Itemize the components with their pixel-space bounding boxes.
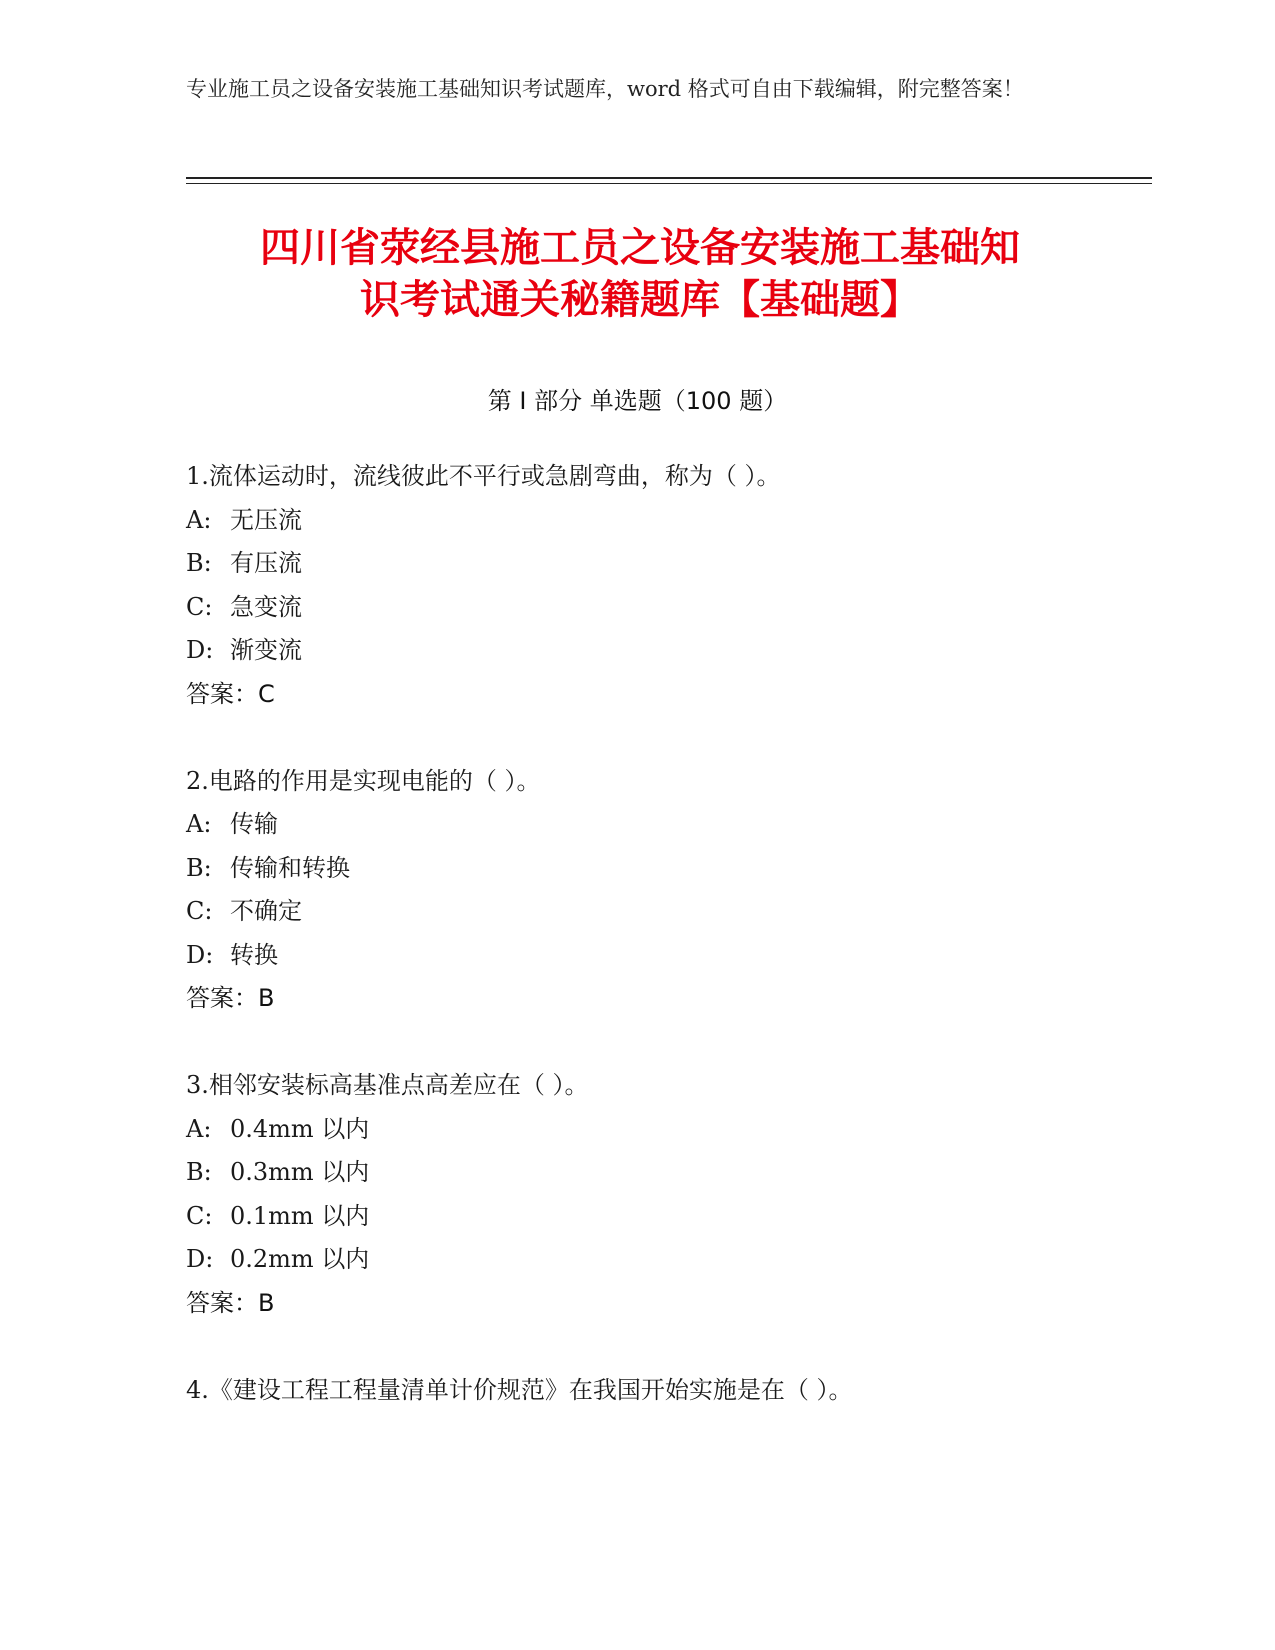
question-4-text: 4.《建设工程工程量清单计价规范》在我国开始实施是在（ ）。	[186, 1376, 853, 1404]
option-letter: C:	[186, 1202, 213, 1230]
option-letter: A:	[186, 506, 212, 534]
question-3-option-a	[186, 1113, 369, 1145]
answer-value: B	[258, 1289, 275, 1317]
option-text: 转换	[230, 941, 278, 969]
question-2-answer	[186, 982, 274, 1014]
header-rule-thick	[186, 177, 1152, 179]
question-1-text: 1.流体运动时，流线彼此不平行或急剧弯曲，称为（ ）。	[186, 462, 781, 490]
question-1-option-a	[186, 504, 302, 536]
option-letter: D:	[186, 941, 214, 969]
option-letter: C:	[186, 593, 213, 621]
question-2-option-d	[186, 939, 278, 971]
option-text: 传输	[230, 810, 278, 838]
question-3-option-d	[186, 1243, 369, 1275]
section-heading: 第 I 部分 单选题（100 题）	[487, 387, 788, 415]
header-rule-thin	[186, 183, 1152, 184]
question-3-text: 3.相邻安装标高基准点高差应在（ ）。	[186, 1071, 589, 1099]
answer-value: B	[258, 984, 275, 1012]
title-line-2: 识考试通关秘籍题库【基础题】	[360, 277, 920, 323]
question-2-option-a	[186, 808, 278, 840]
option-text: 0.4mm 以内	[230, 1115, 370, 1143]
option-letter: A:	[186, 1115, 212, 1143]
answer-value: C	[258, 680, 275, 708]
question-2-option-b	[186, 852, 350, 884]
question-1-option-c	[186, 591, 302, 623]
option-text: 0.3mm 以内	[230, 1158, 370, 1186]
option-text: 0.1mm 以内	[230, 1202, 370, 1230]
answer-prefix: 答案：	[186, 680, 258, 708]
option-text: 急变流	[230, 593, 302, 621]
question-1-option-d	[186, 634, 302, 666]
option-text: 有压流	[230, 549, 302, 577]
question-3-option-b	[186, 1156, 369, 1188]
answer-prefix: 答案：	[186, 1289, 258, 1317]
answer-prefix: 答案：	[186, 984, 258, 1012]
question-2-option-c	[186, 895, 302, 927]
question-3-answer	[186, 1287, 274, 1319]
option-letter: C:	[186, 897, 213, 925]
intro-text: 专业施工员之设备安装施工基础知识考试题库，word 格式可自由下载编辑，附完整答案！	[186, 77, 1024, 101]
question-3-option-c	[186, 1200, 369, 1232]
title-line-1: 四川省荥经县施工员之设备安装施工基础知	[260, 225, 1020, 271]
option-letter: B:	[186, 549, 212, 577]
document-title	[160, 222, 1120, 326]
option-text: 渐变流	[230, 636, 302, 664]
option-text: 无压流	[230, 506, 302, 534]
option-letter: A:	[186, 810, 212, 838]
question-2-text: 2.电路的作用是实现电能的（ ）。	[186, 767, 541, 795]
question-1-answer	[186, 678, 275, 710]
option-text: 0.2mm 以内	[230, 1245, 370, 1273]
option-letter: D:	[186, 636, 214, 664]
option-letter: B:	[186, 1158, 212, 1186]
option-letter: D:	[186, 1245, 214, 1273]
option-text: 不确定	[230, 897, 302, 925]
option-text: 传输和转换	[230, 854, 350, 882]
option-letter: B:	[186, 854, 212, 882]
question-1-option-b	[186, 547, 302, 579]
